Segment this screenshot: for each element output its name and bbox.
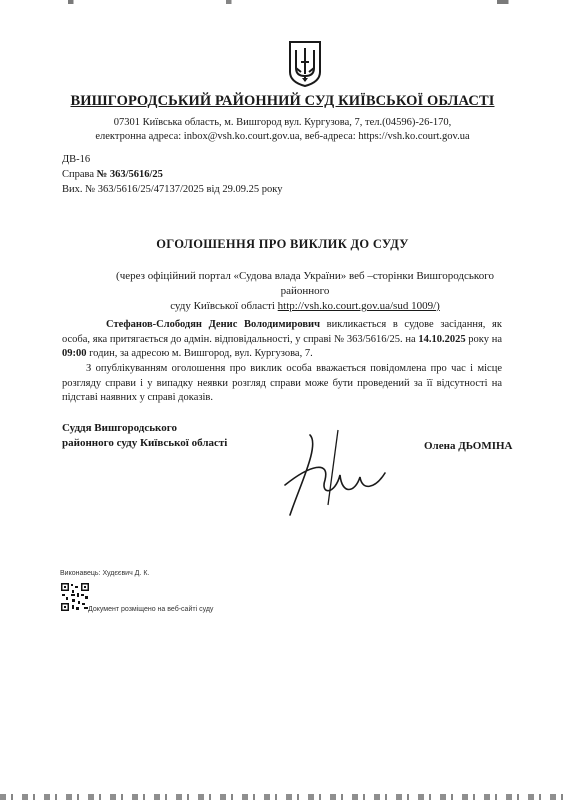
qr-caption: Документ розміщено на веб-сайті суду — [88, 606, 214, 613]
judge-name: Олена ДЬОМІНА — [424, 440, 513, 452]
hearing-date: 14.10.2025 — [418, 333, 466, 345]
case-label: Справа — [62, 169, 97, 180]
judge-title-line-1: Суддя Вишгородського — [62, 422, 177, 434]
scan-edge-top — [0, 0, 565, 4]
form-code: ДВ-16 — [62, 154, 91, 165]
court-name: ВИШГОРОДСЬКИЙ РАЙОННИЙ СУД КИЇВСЬКОЇ ОБЛАСТІ — [70, 93, 495, 109]
consequence-paragraph: З опублікуванням оголошення про виклик особа вважається повідомлена про час і місце розгляду справи і у випадку неявки розгляд справи може бути проведений за її відсутності на підставі наявних у справі доказів. — [62, 363, 502, 403]
case-number-value: № 363/5616/25 — [96, 169, 163, 180]
case-number — [62, 169, 163, 180]
scan-edge-bottom — [0, 794, 565, 800]
note-line-2 — [95, 299, 515, 314]
summons-paragraph — [62, 318, 502, 362]
publication-note — [95, 269, 515, 314]
executor-note: Виконавець: Худєєвич Д. К. — [60, 570, 150, 577]
note-line-2-prefix: суду Київської області — [170, 300, 278, 312]
p1-text-b: року на — [465, 333, 502, 345]
person-name: Стефанов-Слободян Денис Володимирович — [106, 319, 320, 330]
outgoing-number: Вих. № 363/5616/25/47137/2025 від 29.09.25 року — [62, 184, 283, 195]
handwritten-signature — [280, 425, 400, 525]
judge-title — [62, 421, 227, 451]
note-line-1: (через офіційний портал «Судова влада України» веб –сторінки Вишгородського районного — [116, 270, 494, 297]
court-contacts: електронна адреса: inbox@vsh.ko.court.gov.ua, веб-адреса: https://vsh.ko.court.gov.ua — [95, 131, 470, 142]
p1-text-c: годин, за адресою м. Вишгород, вул. Кургузова, 7. — [86, 348, 313, 359]
p1-text-a: викликається в судове засідання, як особа, яка притягається до адмін. відповідальності, у справі № 363/5616/25. на — [62, 319, 502, 345]
judge-title-line-2: районного суду Київської області — [62, 437, 228, 449]
qr-code-icon — [60, 582, 90, 612]
coat-of-arms-icon — [288, 40, 322, 88]
court-portal-link[interactable]: http://vsh.ko.court.gov.ua/sud 1009/) — [277, 300, 440, 312]
court-address: 07301 Київська область, м. Вишгород вул. Кургузова, 7, тел.(04596)-26-170, — [113, 117, 452, 128]
page-title: ОГОЛОШЕННЯ ПРО ВИКЛИК ДО СУДУ — [156, 237, 409, 251]
hearing-time: 09:00 — [62, 348, 87, 359]
